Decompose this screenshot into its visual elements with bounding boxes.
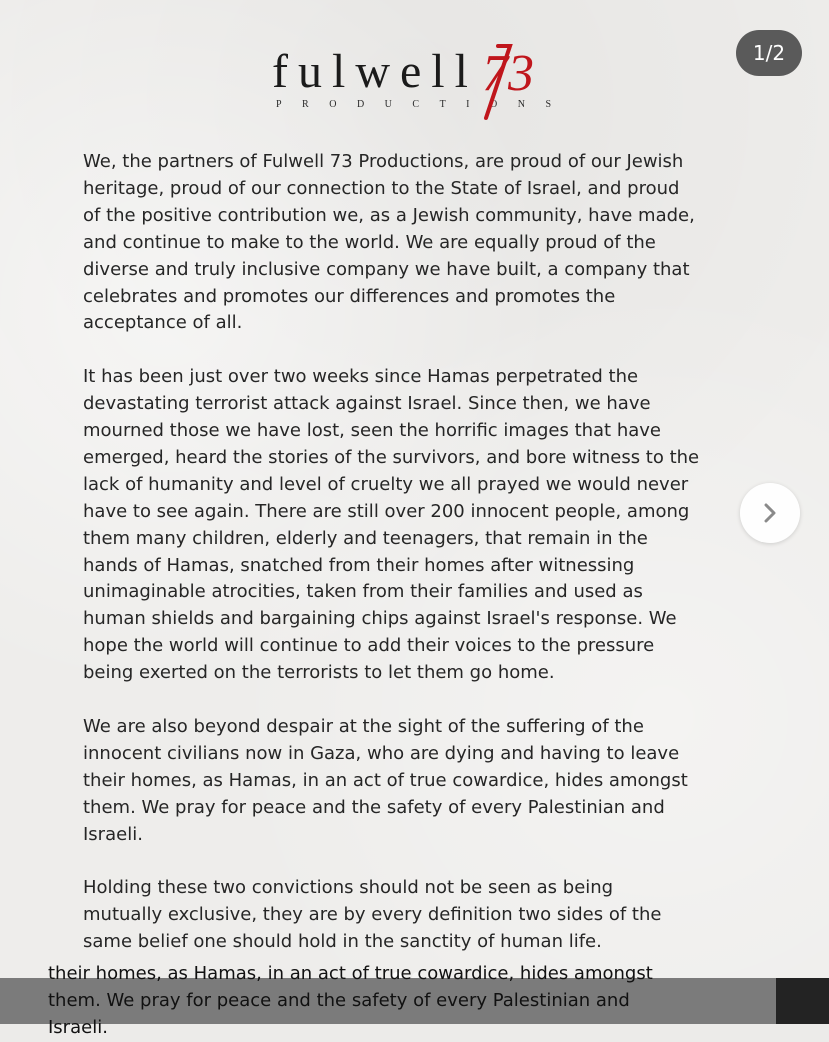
next-image-button[interactable]	[740, 483, 800, 543]
chevron-right-icon	[758, 501, 782, 525]
logo-wordmark: fulwell	[272, 45, 478, 98]
caption-preview-text: their homes, as Hamas, in an act of true cowardice, hides amongst them. We pray for peace and the safety of every Palestinian and Israeli.	[48, 963, 653, 1038]
logo-73-mark	[458, 40, 568, 124]
statement-text	[83, 149, 753, 983]
page-counter: 1/2	[736, 30, 802, 76]
logo-number: 73	[482, 45, 534, 102]
logo-subtitle: PRODUCTIONS	[276, 99, 572, 110]
caption-preview-strip	[0, 963, 829, 1038]
caption-dark-edge	[776, 978, 829, 1024]
fulwell-73-logo	[270, 44, 570, 122]
statement-paragraph-3: We are also beyond despair at the sight of the suffering of the innocent civilians now in Gaza, who are dying and having to leave their homes, as Hamas, in an act of true cowardice, hides amongst them. We pray for peace and the safety of every Palestinian and Israeli.	[83, 716, 688, 845]
statement-paragraph-1: We, the partners of Fulwell 73 Productions, are proud of our Jewish heritage, proud of our connection to the State of Israel, and proud of the positive contribution we, as a Jewish community, have made, and continue to make to the world. We are equally proud of the diverse and truly inclusive company we have built, a company that celebrates and promotes our differences and promotes the acceptance of all.	[83, 151, 695, 334]
statement-paragraph-4: Holding these two convictions should not be seen as being mutually exclusive, they are by every definition two sides of the same belief one should hold in the sanctity of human life.	[83, 877, 662, 953]
statement-paragraph-2: It has been just over two weeks since Hamas perpetrated the devastating terrorist attack against Israel. Since then, we have mourned those we have lost, seen the horrific images that have emerged, heard the stories of the survivors, and bore witness to the lack of humanity and level of cruelty we all prayed we would never have to see again. There are still over 200 innocent people, among them many children, elderly and teenagers, that remain in the hands of Hamas, snatched from their homes after witnessing unimaginable atrocities, taken from their families and used as human shields and bargaining chips against Israel's response. We hope the world will continue to add their voices to the pressure being exerted on the terrorists to let them go home.	[83, 366, 700, 684]
